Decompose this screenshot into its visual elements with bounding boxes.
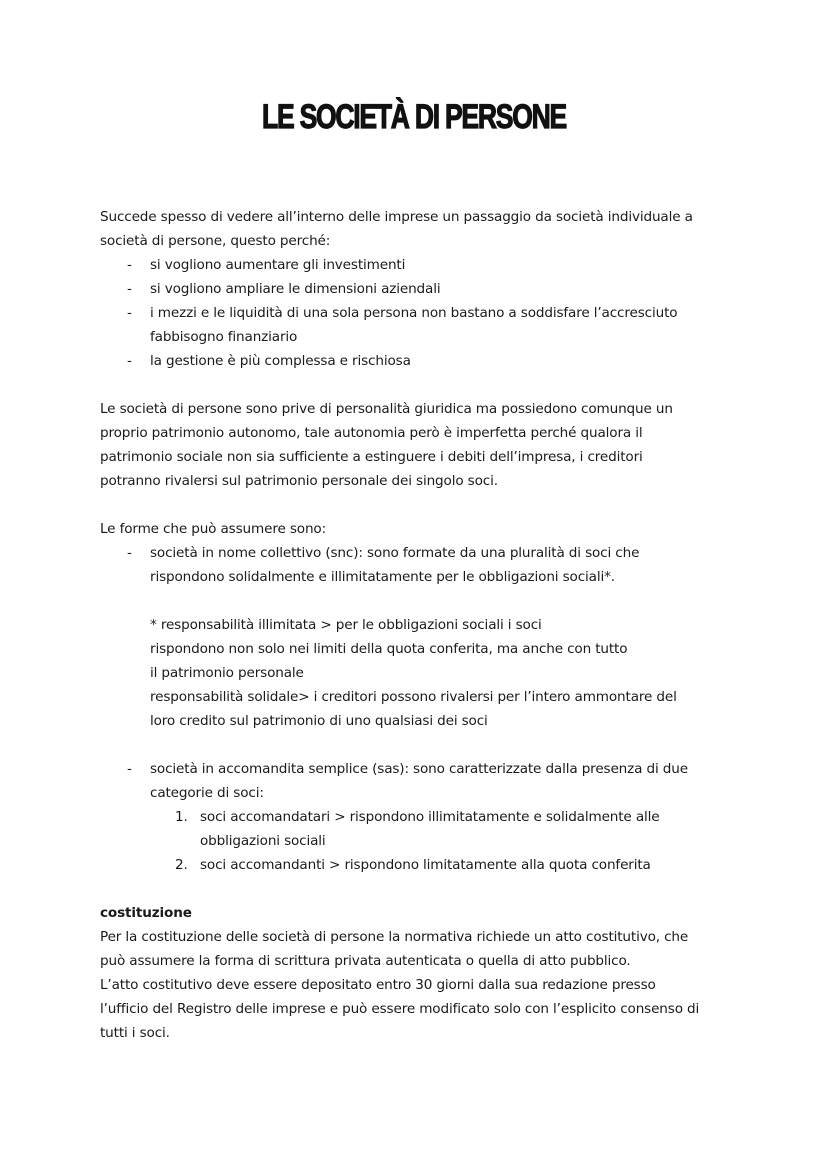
dash-marker: - — [127, 281, 132, 297]
footnote-line: rispondono non solo nei limiti della quota conferita, ma anche con tutto — [150, 641, 628, 657]
paragraph-line: Per la costituzione delle società di persone la normativa richiede un atto costitutivo, che — [100, 929, 689, 945]
dash-marker: - — [127, 353, 132, 369]
dash-marker: - — [127, 545, 132, 561]
paragraph-line: tutti i soci. — [100, 1025, 170, 1041]
dash-marker: - — [127, 305, 132, 321]
paragraph-line: patrimonio sociale non sia sufficiente a estinguere i debiti dell’impresa, i creditori — [100, 449, 643, 465]
dash-marker: - — [127, 257, 132, 273]
intro-line: Succede spesso di vedere all’interno delle imprese un passaggio da società individuale a — [100, 209, 693, 225]
numbered-item: 2. soci accomandanti > rispondono limitatamente alla quota conferita — [100, 853, 740, 877]
bullet-item-snc: - società in nome collettivo (snc): sono formate da una pluralità di soci che — [100, 541, 740, 565]
bullet-item-sas: - società in accomandita semplice (sas): sono caratterizzate dalla presenza di due — [100, 757, 740, 781]
numbered-item: 1. soci accomandatari > rispondono illimitatamente e solidalmente alle — [100, 805, 740, 829]
dash-marker: - — [127, 761, 132, 777]
footnote-line: * responsabilità illimitata > per le obbligazioni sociali i soci — [150, 617, 542, 633]
bullet-item: - la gestione è più complessa e rischiosa — [100, 349, 740, 373]
paragraph-line: L’atto costitutivo deve essere depositato entro 30 giorni dalla sua redazione presso — [100, 977, 656, 993]
footnote-line: il patrimonio personale — [150, 665, 304, 681]
paragraph-line: proprio patrimonio autonomo, tale autonomia però è imperfetta perché qualora il — [100, 425, 643, 441]
bullet-continuation: categorie di soci: — [150, 785, 264, 801]
paragraph-line: Le società di persone sono prive di personalità giuridica ma possiedono comunque un — [100, 401, 673, 417]
footnote-line: loro credito sul patrimonio di uno qualsiasi dei soci — [150, 713, 488, 729]
bullet-item: - i mezzi e le liquidità di una sola persona non bastano a soddisfare l’accresciuto — [100, 301, 740, 325]
number-marker: 1. — [175, 809, 188, 825]
numbered-continuation: obbligazioni sociali — [200, 833, 326, 849]
paragraph-line: l’ufficio del Registro delle imprese e può essere modificato solo con l’esplicito consenso di — [100, 1001, 700, 1017]
footnote-line: responsabilità solidale> i creditori possono rivalersi per l’intero ammontare del — [150, 689, 677, 705]
intro-line: società di persone, questo perché: — [100, 233, 331, 249]
section-heading-costituzione: costituzione — [100, 905, 192, 921]
bullet-continuation: fabbisogno finanziario — [150, 329, 298, 345]
paragraph-line: potranno rivalersi sul patrimonio personale dei singolo soci. — [100, 473, 498, 489]
page-title: LE SOCIETÀ DI PERSONE — [262, 98, 566, 136]
forme-heading: Le forme che può assumere sono: — [100, 521, 327, 537]
bullet-continuation: rispondono solidalmente e illimitatamente per le obbligazioni sociali*. — [150, 569, 615, 585]
bullet-item: - si vogliono ampliare le dimensioni aziendali — [100, 277, 740, 301]
paragraph-line: può assumere la forma di scrittura privata autenticata o quella di atto pubblico. — [100, 953, 631, 969]
document-body — [100, 205, 740, 1045]
number-marker: 2. — [175, 857, 188, 873]
bullet-item: - si vogliono aumentare gli investimenti — [100, 253, 740, 277]
